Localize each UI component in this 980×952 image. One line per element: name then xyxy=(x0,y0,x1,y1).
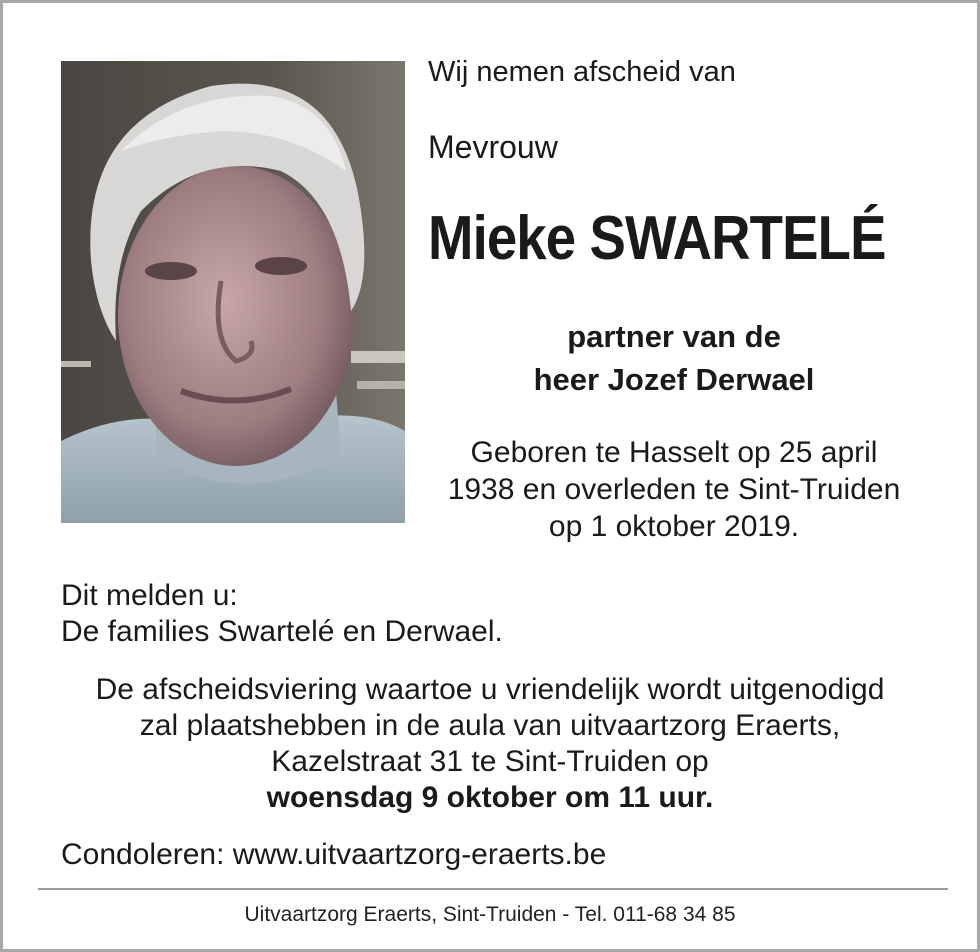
birth-death-block xyxy=(418,434,930,545)
birth-line: 1938 en overleden te Sint-Truiden xyxy=(447,473,901,506)
ceremony-line: zal plaatshebben in de aula van uitvaartzorg Eraerts, xyxy=(139,709,841,742)
ceremony-line: De afscheidsviering waartoe u vriendelijk wordt uitgenodigd xyxy=(95,673,885,706)
ceremony-block xyxy=(3,672,977,816)
partner-line: heer Jozef Derwael xyxy=(533,362,815,397)
announce-line: De families Swartelé en Derwael. xyxy=(61,615,503,648)
portrait-photo xyxy=(61,61,405,523)
partner-block xyxy=(418,315,930,401)
birth-line: Geboren te Hasselt op 25 april xyxy=(470,436,878,469)
portrait-illustration xyxy=(61,61,405,523)
announcers-block xyxy=(61,578,503,650)
honorific: Mevrouw xyxy=(428,129,558,165)
divider xyxy=(38,888,948,890)
deceased-name: Mieke SWARTELÉ xyxy=(428,204,886,273)
announce-line: Dit melden u: xyxy=(61,579,238,612)
intro-text: Wij nemen afscheid van xyxy=(428,56,736,88)
condolence-link[interactable]: Condoleren: www.uitvaartzorg-eraerts.be xyxy=(61,838,607,871)
footer-contact: Uitvaartzorg Eraerts, Sint-Truiden - Tel. 011-68 34 85 xyxy=(244,903,736,926)
partner-line: partner van de xyxy=(567,319,781,354)
ceremony-line: Kazelstraat 31 te Sint-Truiden op xyxy=(271,745,709,778)
birth-line: op 1 oktober 2019. xyxy=(548,510,800,543)
ceremony-date: woensdag 9 oktober om 11 uur. xyxy=(266,781,714,814)
